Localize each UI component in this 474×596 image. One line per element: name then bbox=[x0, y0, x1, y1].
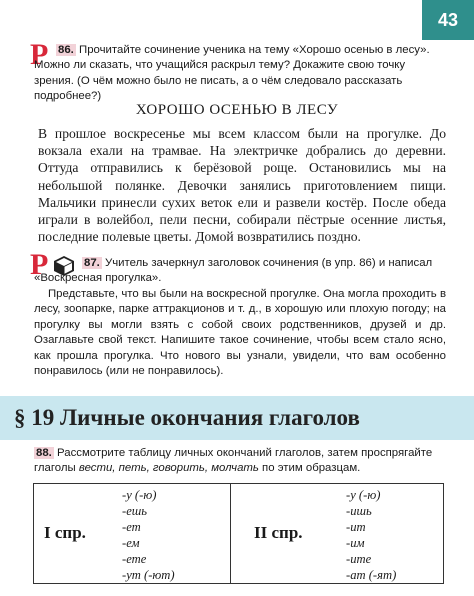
exercise-88-verbs: вести, петь, говорить, молчать bbox=[78, 462, 259, 475]
exercise-88 bbox=[34, 446, 446, 477]
section-title bbox=[14, 399, 360, 437]
story-title: ХОРОШО ОСЕНЬЮ В ЛЕСУ bbox=[135, 102, 339, 118]
conj2-label: II спр. bbox=[254, 523, 303, 542]
section-number: § 19 bbox=[14, 405, 55, 430]
conj2-ending: -ат (-ят) bbox=[346, 568, 397, 582]
exercise-87 bbox=[34, 256, 446, 287]
conj1-ending: -ет bbox=[122, 520, 141, 534]
conj2-endings bbox=[346, 487, 396, 583]
exercise-88-text-end: по этим образцам. bbox=[258, 462, 361, 475]
conj1-ending: -ете bbox=[122, 552, 147, 566]
exercise-86 bbox=[34, 43, 446, 105]
exercise-86-text: Прочитайте сочинение ученика на тему «Хорошо осенью в лесу». Можно ли сказать, что учащийся раскрыл тему? Докажите свою точку зрения. (О чём можно было не писать, а о чём следовало рассказать подробнее?) bbox=[34, 44, 430, 103]
story-text: В прошлое воскресенье мы всем классом были на прогулке. До вокзала ехали на трамвае. На электричке добрались до деревни. Оттуда отправились к берёзовой роще. Остановились мы на небольшой полянке. Девочки занялись приготовлением пищи. Мальчики принесли сухих веток ели и развели костёр. После обеда играли в волейбол, пели песни, собирали пёстрые осенние листья, последние полевые цветы. Домой возвратились поздно. bbox=[38, 126, 446, 245]
conj1-ending: -ешь bbox=[122, 504, 148, 518]
conj1-ending: -у (-ю) bbox=[122, 488, 157, 502]
speech-development-marker-87: Р bbox=[30, 248, 49, 281]
conj1-ending: -ем bbox=[122, 536, 140, 550]
conj2-ending: -ишь bbox=[346, 504, 372, 518]
exercise-87-text: Учитель зачеркнул заголовок сочинения (в упр. 86) и написал «Воскресная прогулка». bbox=[34, 257, 433, 285]
conj2-ending: -им bbox=[346, 536, 365, 550]
exercise-87-number: 87. bbox=[84, 257, 100, 269]
exercise-88-text: Рассмотрите таблицу личных окончаний глаголов, затем проспрягайте глаголы bbox=[34, 447, 433, 475]
conj1-label: I спр. bbox=[44, 523, 86, 542]
table-divider bbox=[230, 484, 231, 583]
conj1-endings bbox=[122, 487, 175, 583]
speech-development-marker: Р bbox=[30, 38, 49, 71]
conj2-ending: -ит bbox=[346, 520, 366, 534]
exercise-88-number: 88. bbox=[36, 447, 52, 459]
section-name: Личные окончания глаголов bbox=[60, 405, 360, 430]
exercise-87-body: Представьте, что вы были на воскресной прогулке. Она могла проходить в лесу, зоопарке, парке аттракционов и т. д., в хорошую или плохую погоду; на прогулку вы могли взять с собой своих родственников, друзей и др. Озаглавьте свой текст. Напишите такое сочинение, чтобы всем стало ясно, как прошла прогулка. Что нового вы узнали, увидели, что вам особенно понравилось (или не понравилось). bbox=[34, 288, 446, 378]
page-number: 43 bbox=[422, 0, 474, 40]
conjugation-table bbox=[33, 483, 444, 584]
conj2-ending: -ите bbox=[346, 552, 372, 566]
exercise-86-number: 86. bbox=[58, 44, 74, 56]
conj2-ending: -у (-ю) bbox=[346, 488, 381, 502]
conj1-ending: -ут (-ют) bbox=[122, 568, 175, 582]
